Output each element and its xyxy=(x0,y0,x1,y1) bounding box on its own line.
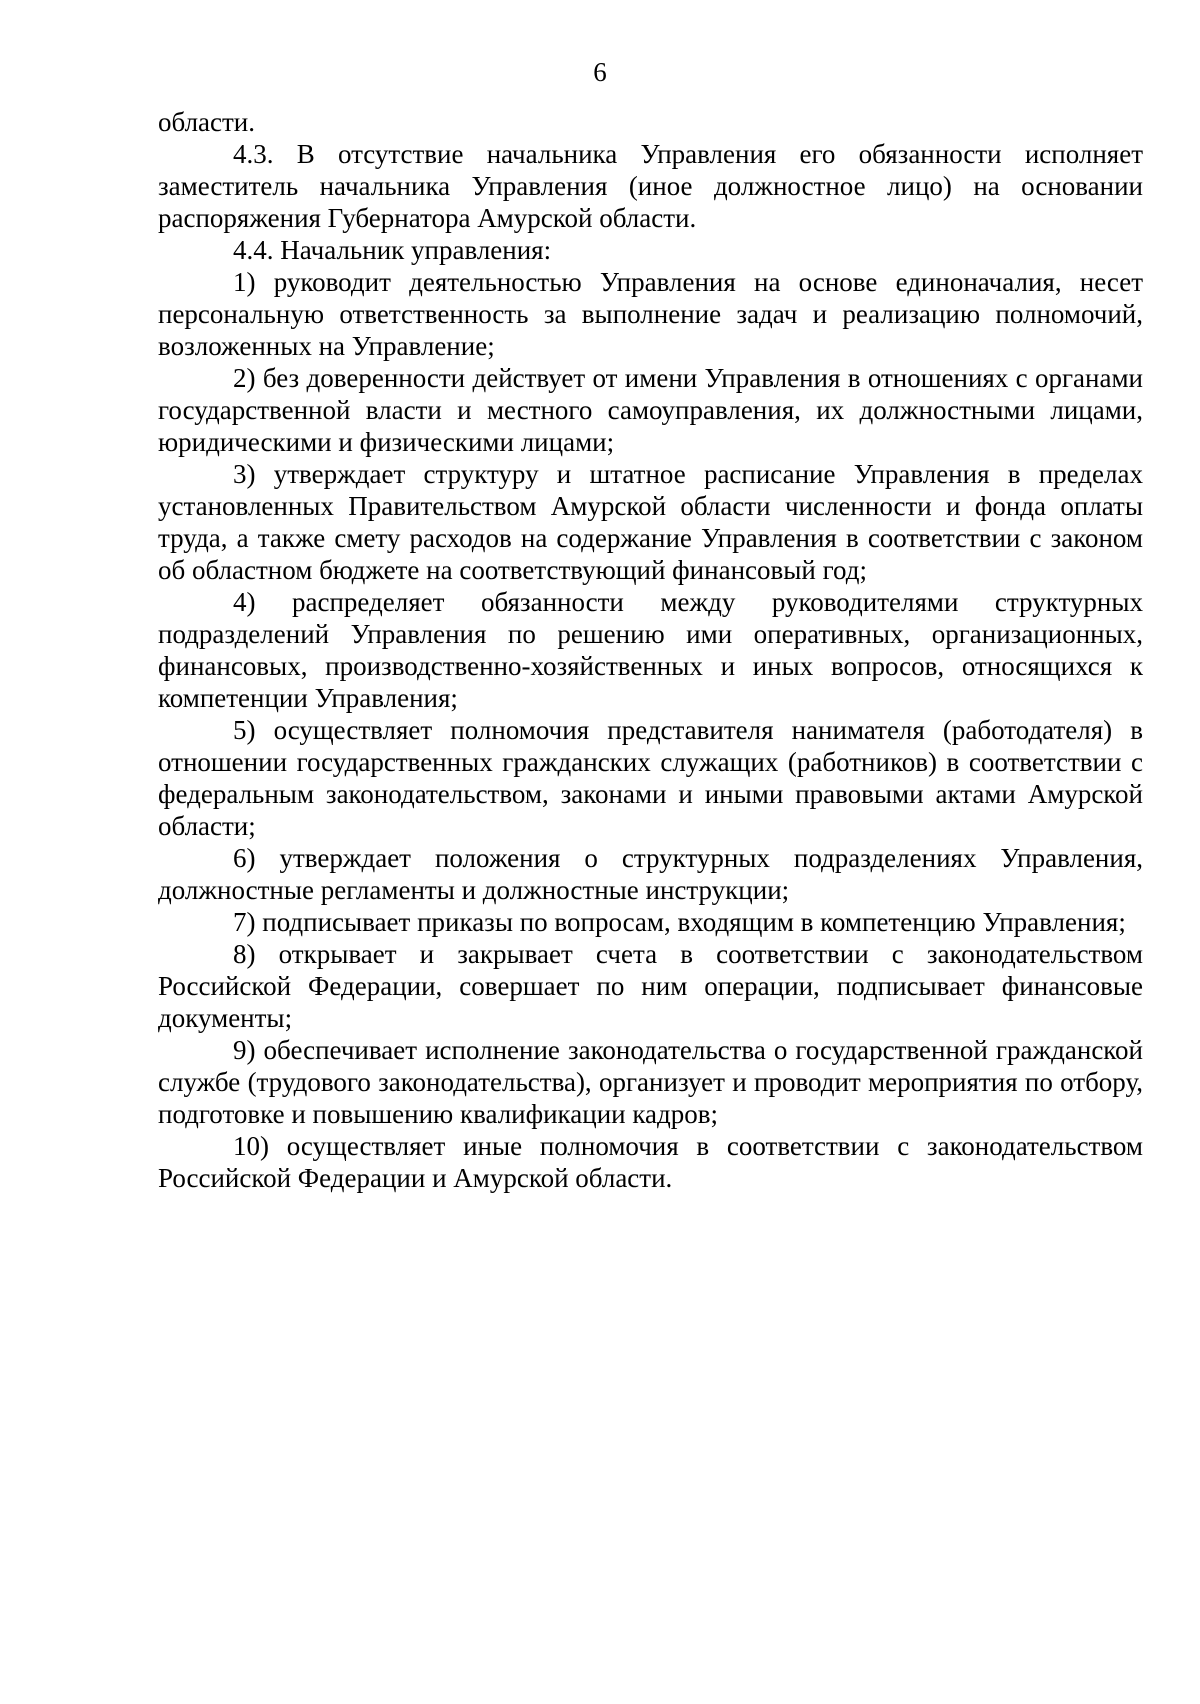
document-body xyxy=(158,106,1143,1194)
paragraph-4-4: 4.4. Начальник управления: xyxy=(233,235,552,265)
list-item-8: 8) открывает и закрывает счета в соответствии с законодательством Российской Федерации, совершает по ним операции, подписывает финансовые документы; xyxy=(158,939,1143,1033)
paragraph-continuation: области. xyxy=(158,107,256,137)
list-item-3: 3) утверждает структуру и штатное расписание Управления в пределах установленных Правительством Амурской области численности и фонда оплаты труда, а также смету расходов на содержание Управления в соответствии с законом об областном бюджете на соответствующий финансовый год; xyxy=(158,459,1143,585)
list-item-9: 9) обеспечивает исполнение законодательства о государственной гражданской службе (трудового законодательства), организует и проводит мероприятия по отбору, подготовке и повышению квалификации кадров; xyxy=(158,1035,1143,1129)
list-item-2: 2) без доверенности действует от имени Управления в отношениях с органами государственной власти и местного самоуправления, их должностными лицами, юридическими и физическими лицами; xyxy=(158,363,1143,457)
list-item-5: 5) осуществляет полномочия представителя нанимателя (работодателя) в отношении государственных гражданских служащих (работников) в соответствии с федеральным законодательством, законами и иными правовыми актами Амурской области; xyxy=(158,715,1143,841)
paragraph-4-3: 4.3. В отсутствие начальника Управления его обязанности исполняет заместитель начальника Управления (иное должностное лицо) на основании распоряжения Губернатора Амурской области. xyxy=(158,139,1143,233)
list-item-4: 4) распределяет обязанности между руководителями структурных подразделений Управления по решению ими оперативных, организационных, финансовых, производственно-хозяйственных и иных вопросов, относящихся к компетенции Управления; xyxy=(158,587,1143,713)
list-item-7: 7) подписывает приказы по вопросам, входящим в компетенцию Управления; xyxy=(233,907,1126,937)
list-item-1: 1) руководит деятельностью Управления на основе единоначалия, несет персональную ответственность за выполнение задач и реализацию полномочий, возложенных на Управление; xyxy=(158,267,1143,361)
list-item-10: 10) осуществляет иные полномочия в соответствии с законодательством Российской Федерации и Амурской области. xyxy=(158,1131,1143,1193)
page-number: 6 xyxy=(593,57,607,87)
list-item-6: 6) утверждает положения о структурных подразделениях Управления, должностные регламенты и должностные инструкции; xyxy=(158,843,1143,905)
